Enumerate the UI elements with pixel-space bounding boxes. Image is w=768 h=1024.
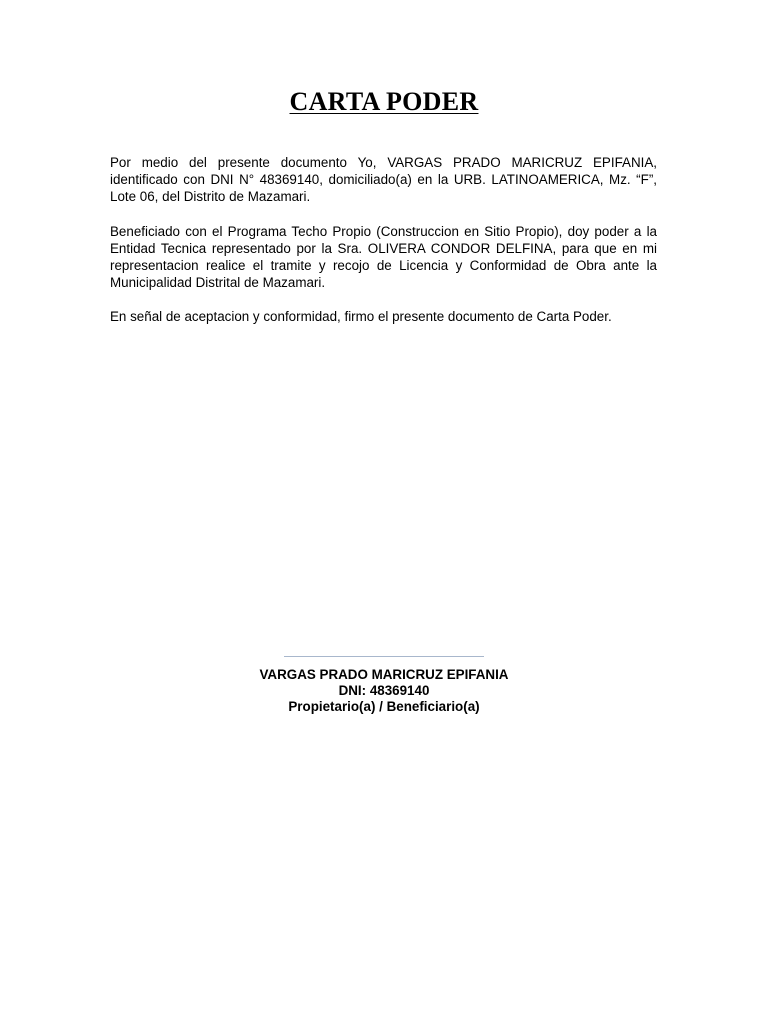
signer-name: VARGAS PRADO MARICRUZ EPIFANIA xyxy=(259,667,509,682)
paragraph-acceptance: En señal de aceptacion y conformidad, firmo el presente documento de Carta Poder. xyxy=(110,309,612,325)
signature-block xyxy=(0,656,768,715)
signature-line xyxy=(284,656,484,657)
signer-role: Propietario(a) / Beneficiario(a) xyxy=(288,699,480,714)
document-title: CARTA PODER xyxy=(289,87,479,116)
signer-dni: DNI: 48369140 xyxy=(338,683,430,698)
document-body xyxy=(110,154,657,343)
paragraph-declaration: Por medio del presente documento Yo, VARGAS PRADO MARICRUZ EPIFANIA, identificado con DNI N° 48369140, domiciliado(a) en la URB. LATINOAMERICA, Mz. “F”, Lote 06, del Distrito de Mazamari. xyxy=(110,155,657,205)
paragraph-power-grant: Beneficiado con el Programa Techo Propio (Construccion en Sitio Propio), doy poder a la Entidad Tecnica representado por la Sra. OLIVERA CONDOR DELFINA, para que en mi representacion realice el tramite y recojo de Licencia y Conformidad de Obra ante la Municipalidad Distrital de Mazamari. xyxy=(110,223,657,291)
